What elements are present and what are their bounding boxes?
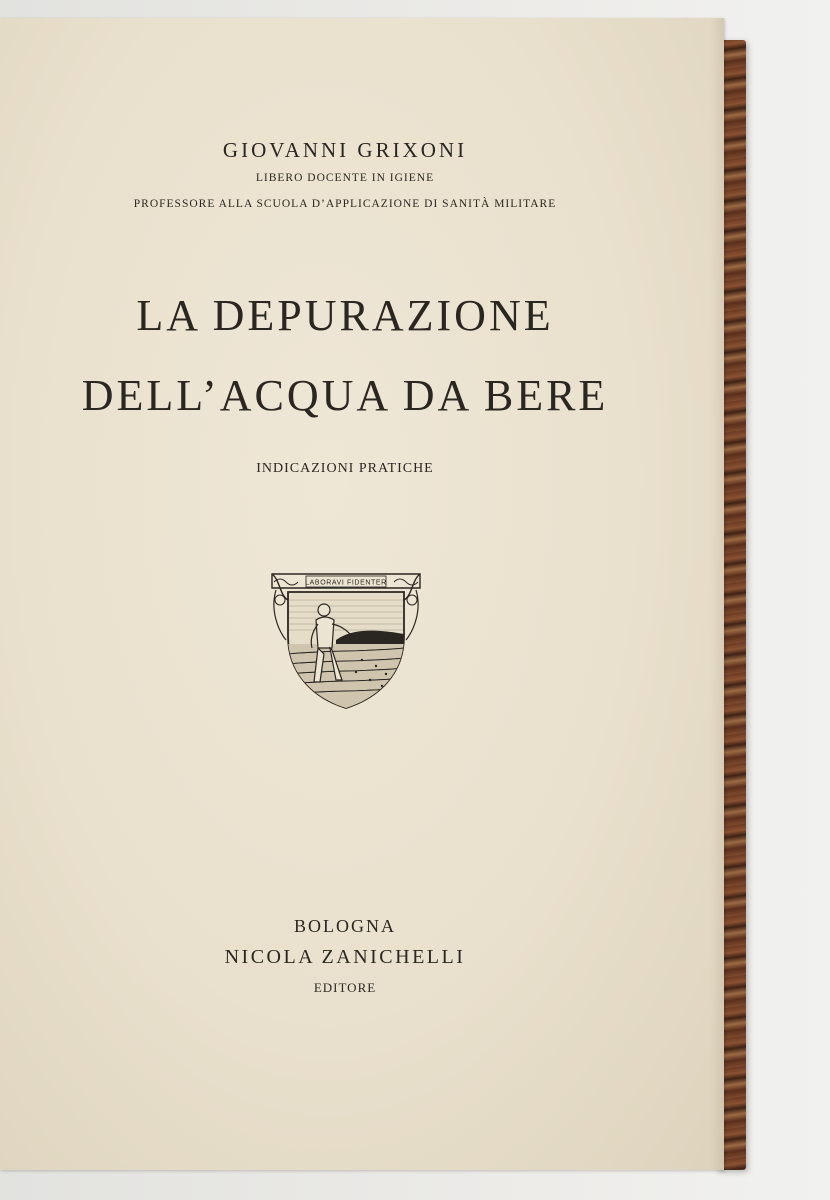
- imprint-city: BOLOGNA: [294, 916, 396, 936]
- title-page: [0, 18, 724, 1170]
- sower-emblem-icon: [266, 570, 426, 714]
- imprint-publisher: NICOLA ZANICHELLI: [224, 946, 466, 968]
- author-name: GIOVANNI GRIXONI: [222, 138, 468, 162]
- imprint-role: EDITORE: [313, 980, 377, 995]
- author-position: PROFESSORE ALLA SCUOLA D’APPLICAZIONE DI SANITÀ MILITARE: [133, 198, 557, 210]
- book-title-line-2: DELL’ACQUA DA BERE: [81, 371, 609, 420]
- emblem-motto: LABORAVI FIDENTER: [305, 579, 387, 587]
- author-credential: LIBERO DOCENTE IN IGIENE: [255, 172, 435, 184]
- book-subtitle: INDICAZIONI PRATICHE: [256, 461, 434, 476]
- book-title-line-1: LA DEPURAZIONE: [136, 291, 554, 340]
